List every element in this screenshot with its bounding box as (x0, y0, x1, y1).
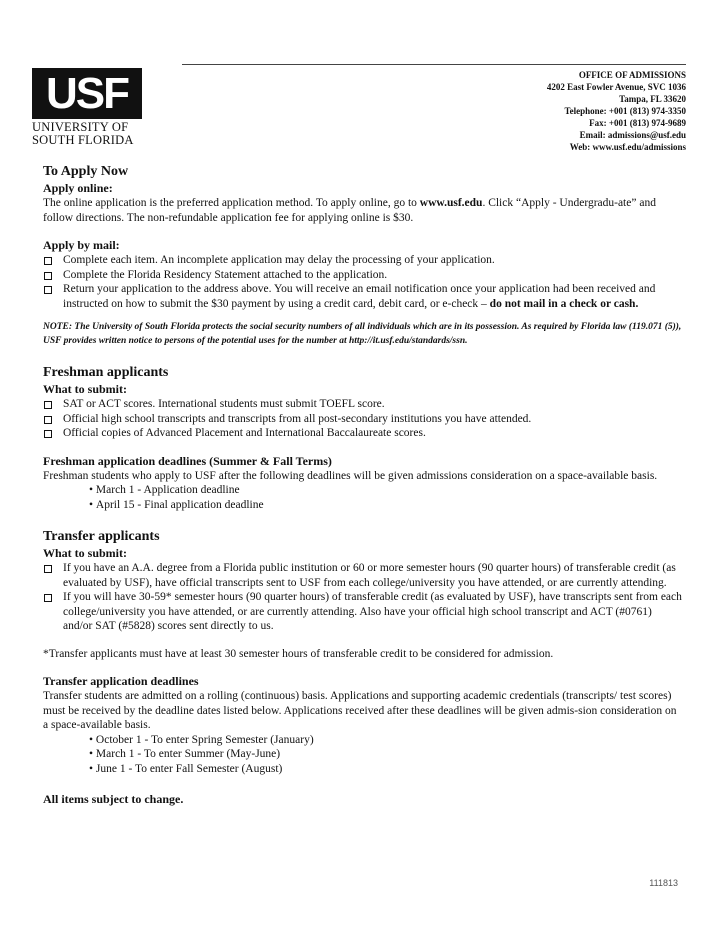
freshman-deadline-list (43, 483, 683, 512)
usf-website-link[interactable]: www.usf.edu (419, 197, 483, 209)
contact-city: Tampa, FL 33620 (619, 94, 686, 104)
contact-address: 4202 East Fowler Avenue, SVC 1036 (546, 82, 686, 92)
list-item: SAT or ACT scores. International students must submit TOEFL score. (43, 397, 683, 412)
document-code: 111813 (649, 878, 678, 888)
logo-line-2: SOUTH FLORIDA (32, 133, 134, 147)
admissions-contact-block (547, 69, 686, 153)
checkbox-icon (44, 594, 52, 602)
transfer-submit-heading: What to submit: (43, 546, 128, 560)
freshman-title: Freshman applicants (43, 365, 169, 380)
contact-office: OFFICE OF ADMISSIONS (578, 70, 686, 80)
list-item: If you have an A.A. degree from a Florida public institution or 60 or more semester hours (90 quarter hours) of transferable credit (as evaluated by USF), have official transcripts sent to USF from each college/university you have attended, or are currently attending. (43, 561, 683, 590)
transfer-deadline-list (43, 733, 683, 777)
freshman-deadlines-heading: Freshman application deadlines (Summer & Fall Terms) (43, 453, 332, 468)
logo-line-1: UNIVERSITY OF (32, 120, 129, 134)
freshman-deadlines-text: Freshman students who apply to USF after the following deadlines will be given admissions consideration on a space-available basis. (43, 469, 658, 482)
contact-fax: Fax: +001 (813) 974-9689 (589, 118, 686, 128)
transfer-checklist (43, 561, 683, 634)
apply-now-title: To Apply Now (43, 164, 129, 179)
list-item: Official copies of Advanced Placement and International Baccalaureate scores. (43, 426, 683, 441)
contact-web: Web: www.usf.edu/admissions (569, 142, 686, 152)
apply-online-heading: Apply online: (43, 181, 113, 195)
list-item: • March 1 - To enter Summer (May-June) (89, 747, 683, 762)
transfer-deadlines-heading: Transfer application deadlines (43, 674, 199, 688)
contact-telephone: Telephone: +001 (813) 974-3350 (564, 106, 686, 116)
mail-checklist (43, 253, 683, 311)
list-item: Complete each item. An incomplete application may delay the processing of your application. (43, 253, 683, 268)
usf-logo (32, 68, 144, 147)
header-rule (182, 64, 686, 65)
list-item: If you will have 30-59* semester hours (90 quarter hours) of transferable credit (as evaluated by USF), have transcripts sent from each college/university you have attended, or are currently attending. Also have your official high school transcript and ACT (#0761) and/or SAT (#5828) scores sent directly to us. (43, 590, 683, 634)
transfer-deadlines-text: Transfer students are admitted on a rolling (continuous) basis. Applications and supporting academic credentials (transcripts/ test scores) must be received by the deadline dates listed below. Applications received after these deadlines will be given admis-sion consideration on a space-available basis. (43, 690, 677, 731)
checkbox-icon (44, 286, 52, 294)
list-item: Complete the Florida Residency Statement attached to the application. (43, 268, 683, 283)
apply-mail-heading: Apply by mail: (43, 238, 120, 252)
list-item: • June 1 - To enter Fall Semester (August) (89, 762, 683, 777)
apply-online-text: The online application is the preferred application method. To apply online, go to www.usf.edu. Click “Apply - Undergradu-ate” and follow directions. The non-refundable application fee for applying online is $30. (43, 197, 656, 224)
checkbox-icon (44, 430, 52, 438)
freshman-checklist (43, 397, 683, 441)
freshman-submit-heading: What to submit: (43, 382, 128, 396)
ssn-privacy-note: NOTE: The University of South Florida protects the social security numbers of all individuals which are in its possession. As required by Florida law (119.071 (5)), USF provides written notice to persons of the potential uses for the number at http://it.usf.edu/standards/ssn. (43, 322, 682, 346)
checkbox-icon (44, 272, 52, 280)
document-body (43, 163, 683, 807)
checkbox-icon (44, 401, 52, 409)
checkbox-icon (44, 565, 52, 573)
list-item: • October 1 - To enter Spring Semester (January) (89, 733, 683, 748)
transfer-footnote: *Transfer applicants must have at least 30 semester hours of transferable credit to be considered for admission. (43, 647, 554, 660)
list-item: Return your application to the address above. You will receive an email notification once your application had been received and instructed on how to submit the $30 payment by using a credit card, debit card, or e-check – do not mail in a check or cash. (43, 282, 683, 311)
logo-mark: USF (32, 68, 142, 119)
checkbox-icon (44, 416, 52, 424)
contact-email: Email: admissions@usf.edu (579, 130, 686, 140)
checkbox-icon (44, 257, 52, 265)
list-item: • April 15 - Final application deadline (89, 498, 683, 513)
list-item: • March 1 - Application deadline (89, 483, 683, 498)
list-item: Official high school transcripts and transcripts from all post-secondary institutions you have attended. (43, 412, 683, 427)
transfer-title: Transfer applicants (43, 529, 160, 544)
closing-notice: All items subject to change. (43, 792, 184, 806)
